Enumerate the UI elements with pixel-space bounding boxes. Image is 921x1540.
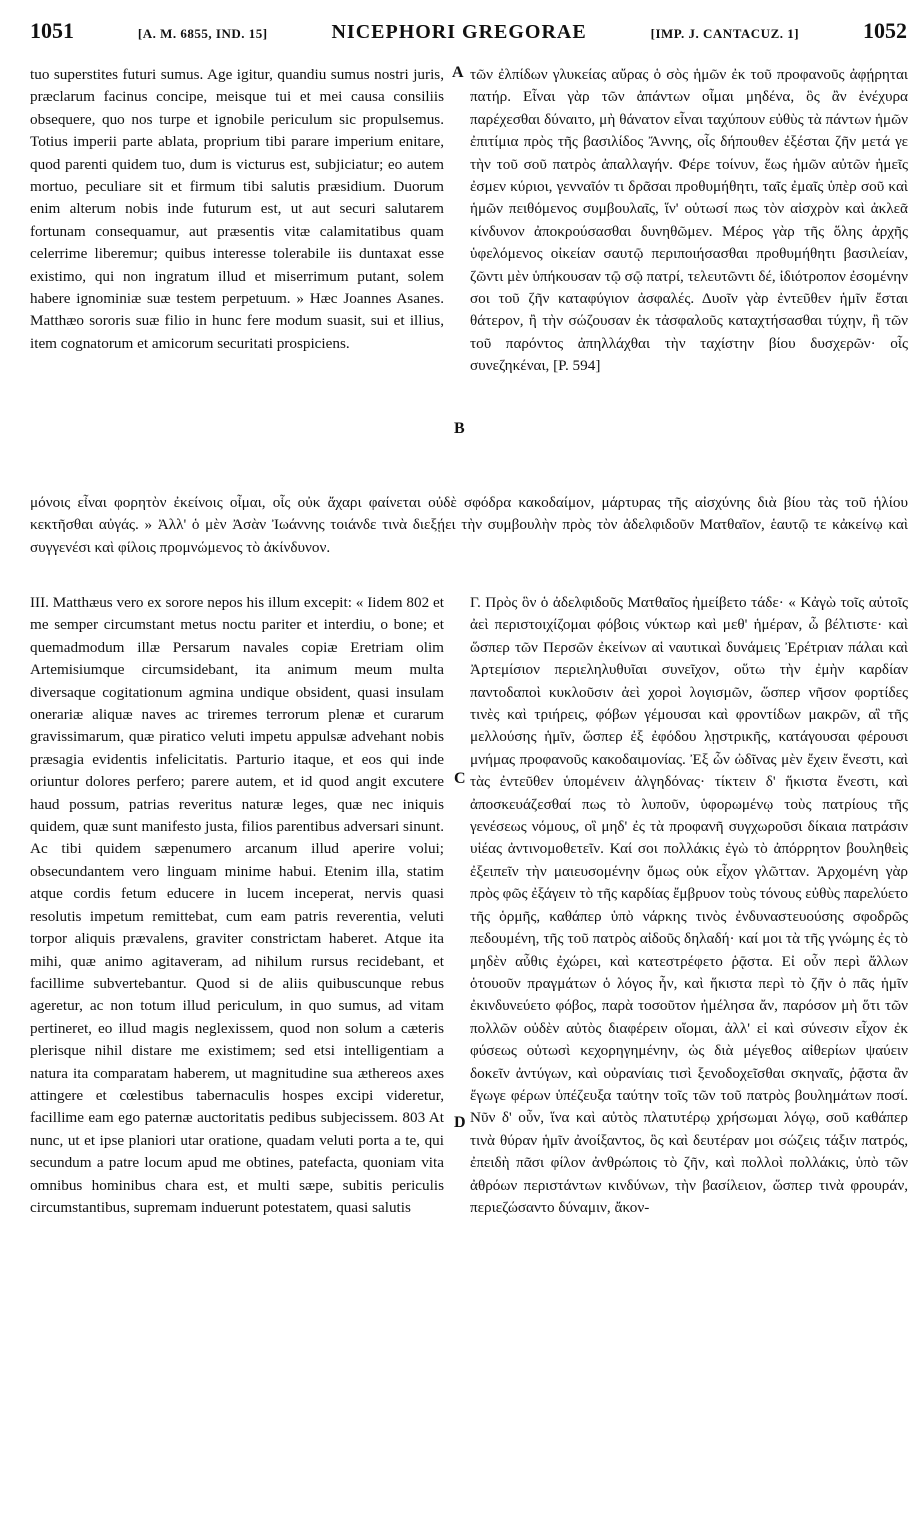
greek-column-bottom [470, 592, 908, 1219]
section-marker-b: B [454, 420, 465, 437]
page-number-right: 1052 [862, 18, 907, 43]
latin-column-top [30, 64, 444, 355]
page-number-left: 1051 [30, 18, 74, 43]
latin-text-top: tuo superstites futuri sumus. Age igitur, quandiu sumus nostri juris, præclarum facinus concipe, meisque tui et mei causa consiliis obsequere, quo nos turpe et ignobile periculum sic propulsemus. Totius imperii parte ablata, proprium tibi parare imperium enitare, quod parenti quidem tuo, dum is victurus est, subjiciatur; eo autem mortuo, peculiare sit et firmum tibi salutis præsidium. Duorum enim alterum nobis inde futurum est, ut aut securi salutarem fortunam consequamur, aut præsentis vitæ calamitatibus quam celerrime liberemur; quibus interesse tolerabile iis duntaxat esse existimo, qui non ingratum illud et miserrimum putant, solem habere ignominiæ suæ testem perpetuum. » Hæc Joannes Asanes. Matthæo sororis suæ filio in hunc fere modum suasit, sui et illius, item cognatorum et amicorum securitati prospiciens. [30, 66, 444, 352]
greek-column-top [470, 64, 908, 378]
section-marker-d: D [454, 1114, 466, 1131]
greek-spanning-paragraph [30, 492, 908, 559]
latin-column-bottom [30, 592, 444, 1219]
greek-text-bottom: Γ. Πρὸς ὃν ὁ ἀδελφιδοῦς Ματθαῖος ἠμείβετο τάδε· « Κἀγὼ τοῖς αὐτοῖς ἀεὶ περιστοιχίζομαι φόβοις νύκτωρ καὶ μεθ' ἡμέραν, ὦ βέλτιστε· καὶ ὥσπερ τῶν Περσῶν ἐκείνων αἱ ναυτικαὶ δυνάμεις Ἐρέτριαν πάλαι καὶ Ἀρτεμίσιον περιεληλυθυῖαι συνεῖχον, οὕτω τὴν ἐμὴν καρδίαν παντοδαποὶ κυκλοῦσιν ἀεὶ χοροὶ λογισμῶν, ὥσπερ νῆσον φορτίδες τινὲς καὶ τριήρεις, φόβων γέμουσαι καὶ φροντίδων μακρῶν, αἳ τῆς μελλούσης ἡμῖν, ὥσπερ ἐξ ἐφόδου λῃστρικῆς, κατάγουσαι φέρουσι μνήμας προφανοῦς κακοδαιμονίας. Ἐξ ὧν ὠδῖνας μὲν ἔχειν ἔνεστι, καὶ τὰς ἐντεῦθεν ὑπομένειν ἀλγηδόνας· τίκτειν δ' ἥκιστα ἔνεστι, καὶ ἀποσκευάζεσθαί πως τὸ λυποῦν, ὑφορωμένῳ τοὺς πατρίους τῆς γενέσεως νόμους, οἳ μηδ' ἐς τὰ προφανῆ συγχωροῦσι δίκαια πατράσιν υἱέας ἀντινομοθετεῖν. Καί σοι πολλάκις ἐγὼ τὸ ἀπόρρητον βουληθεὶς ἐξειπεῖν τὴν μαιευσομένην ὅμως οὐκ εἶχον γλῶτταν. Ἀρχομένη γὰρ πρὸς φῶς ἐξάγειν τὸ τῆς καρδίας ἔμβρυον τοὺς τόνους εὐθὺς παρελύετο τῆς ὁρμῆς, καθάπερ ὑπὸ νάρκης τινὸς ἐνδυναστευούσης σφοδρῶς πεδουμένη, τῆς τοῦ πατρὸς αἰδοῦς δηλαδή· καί μοι τὰ τῆς γνώμης ἐς τὸ μηδὲν αὖθις ἐχώρει, καὶ κατεστρέφετο ῥᾷστα. Εἰ οὖν περὶ ἄλλων ὁτουοῦν πραγμάτων ὁ λόγος ἦν, καὶ ἥκιστα περὶ τὸ ζῆν ὁ πᾶς ἡμῖν ἐκινδυνεύετο φόβος, παρὰ τοσοῦτον ἠμέλησα ἄν, παρόσον μὴ ὅτι τῶν πολλῶν οὐδὲν αὐτὸς διαφέρειν οἴομαι, ἀλλ' εἰ καὶ σύνεσιν εἶχον ἐκ φύσεως οὑτωσὶ κεχορηγημένην, ὡς διὰ μέγεθος αἰθερίων ψαύειν δοκεῖν ἀντύγων, καὶ οὐρανίαις τισὶ ξενοδοχεῖσθαι σκηναῖς, ῥᾷστα ἂν ἔγωγε φέρων ὑπέζευξα ταύτην τοῖς τῶν τοῦ πατρὸς βουλημάτων ποσί. Νῦν δ' οὖν, ἵνα καὶ αὐτὸς πλατυτέρῳ χρήσωμαι λόγῳ, σοῦ καθάπερ τινὰ θύραν ἡμῖν ἀνοίξαντος, ὃς καὶ δευτέραν μοι σώζεις τάξιν πατρός, ἐπειδὴ πᾶσι φίλον ἀνθρώποις τὸ ζῆν, καὶ πολλοὶ πολλάκις, ὑπὸ τῶν ἀθρόων περιστάντων κινδύνων, τὴν βασίλειον, ὥσπερ τινὰ φρουράν, περιεζώσαντο δύναμιν, ἄκον- [470, 594, 908, 1216]
greek-text-span: μόνοις εἶναι φορητὸν ἐκείνοις οἶμαι, οἷς οὐκ ἄχαρι φαίνεται οὐδὲ σφόδρα κακοδαίμον, μάρτυρας τῆς αἰσχύνης διὰ βίου τὰς τοῦ ἡλίου κεκτῆσθαι αὐγάς. » Ἀλλ' ὁ μὲν Ἀσὰν Ἰωάννης τοιάνδε τινὰ διεξῄει τὴν συμβουλὴν πρὸς τὸν ἀδελφιδοῦν Ματθαῖον, ἑαυτῷ τε κἀκείνῳ καὶ συγγενέσι καὶ φίλοις προμνώμενος τὸ ἀκίνδυνον. [30, 494, 908, 556]
header-year-indiction: [A. M. 6855, IND. 15] [137, 26, 268, 41]
greek-text-top: τῶν ἐλπίδων γλυκείας αὔρας ὁ σὸς ἡμῶν ἐκ τοῦ προφανοῦς ἀφῄρηται πατήρ. Εἶναι γὰρ τῶν ἀπάντων οἶμαι μηδένα, ὃς ἂν ἐνέχυρα παρέχεσθαι δύναιτο, μὴ θάνατον εἶναι ταχύπουν εὐθὺς τὰ πάντων ἡμῶν ἐπιτίμια πρὸς τῆς βασιλίδος Ἄννης, οἷς δήπουθεν ἐξέσται ζῆν μετά γε τὴν τοῦ σοῦ πατρὸς ἀπαλλαγήν. Φέρε τοίνυν, ἕως ἡμῶν αὐτῶν ἡμεῖς ἐσμεν κύριοι, γενναῖόν τι δρᾶσαι προθυμήθητι, ταῖς ἐμαῖς ὑπὲρ σοῦ καὶ ἡμῶν πειθόμενος συμβουλαῖς, ἵν' οὑτωσί πως τὸν αἰσχρὸν καὶ ἀκλεᾶ κίνδυνον ἀποκρούσασθαι δυνηθῶμεν. Μέρος γὰρ τῆς ὅλης ἀρχῆς ὑφελόμενος οἰκείαν σαυτῷ περιποιήσασθαι προθυμήθητι βασιλείαν, ζῶντι μὲν ὑπήκουσαν τῷ σῷ πατρί, τελευτῶντι δέ, ἰδιότροπον ἐσομένην σοι τοῦ ζῆν καταφύγιον ἀσφαλές. Δυοῖν γὰρ ἐντεῦθεν ἡμῖν ἔσται θάτερον, ἢ τὴν σώζουσαν ἐκ τἀσφαλοῦς καταχτήσασθαι τύχην, ἢ τῶν τοῦ παρόντος ἀπηλλάχθαι τὴν ταχίστην βίου δυσχερῶν· οἷς συνεζηκέναι, [P. 594] [470, 66, 908, 375]
section-marker-a: A [452, 64, 464, 81]
header-emperor: [IMP. J. CANTACUZ. 1] [650, 26, 800, 41]
running-header [30, 18, 907, 48]
latin-text-bottom: III. Matthæus vero ex sorore nepos his illum excepit: « Iidem 802 et me semper circumstant metus noctu pariter et interdiu, o bone; et quemadmodum illæ Persarum navales copiæ Eretriam olim Artemisiumque circumsidebant, ita animum meum multa diversaque cogitationum agmina undique obsident, quasi insulam onerariæ aliquæ naves ac triremes terrorum plenæ et curarum gravissimarum, quæ piratico veluti impetu appulsæ advehant nobis præsagia evidentis infelicitatis. Parturio itaque, et eos qui inde oriuntur dolores perfero; parere autem, et id quod angit excutere haud possum, patrias reveritus naturæ leges, quæ nec iniquis quidem, quæ sunt manifesto justa, filios parentibus adversari sinunt. Ac tibi quidem sæpenumero arcanum illud aperire volui; obsecundantem vero linguam minime habui. Etenim illa, statim atque cordis fetum educere in lucem inceperat, nervis quasi resolutis impetum remittebat, cum eam patris reverentia, veluti torpor aliquis prævalens, graviter constrictam haberet. Atque ita mihi, quæ animo agitaveram, ad nihilum rursus recidebant, et facillime subvertebantur. Quod si de aliis quibuscunque rebus ageretur, ac non totum illud periculum, in quo sumus, ad vitam pertineret, eo illud magis neglexissem, quod non solum a cæteris plerisque nihil distare me existimem; sed etsi intelligentiam a natura ita comparatam haberem, ut magnitudine sua æthereos axes attingere et cœlestibus tabernaculis hospes excipi videretur, facillime eam ego paternæ auctoritatis pedibus subjecissem. 803 At nunc, ut et ipse planiori utar oratione, quadam veluti porta a te, qui secundum a patre locum apud me obtines, patefacta, quoniam vita omnibus hominibus chara est, et multi sæpe, subitis periculis circumstantibus, supremam induerunt potestatem, quasi salutis [30, 594, 444, 1216]
header-title: NICEPHORI GREGORAE [331, 21, 587, 43]
section-marker-c: C [454, 770, 466, 787]
